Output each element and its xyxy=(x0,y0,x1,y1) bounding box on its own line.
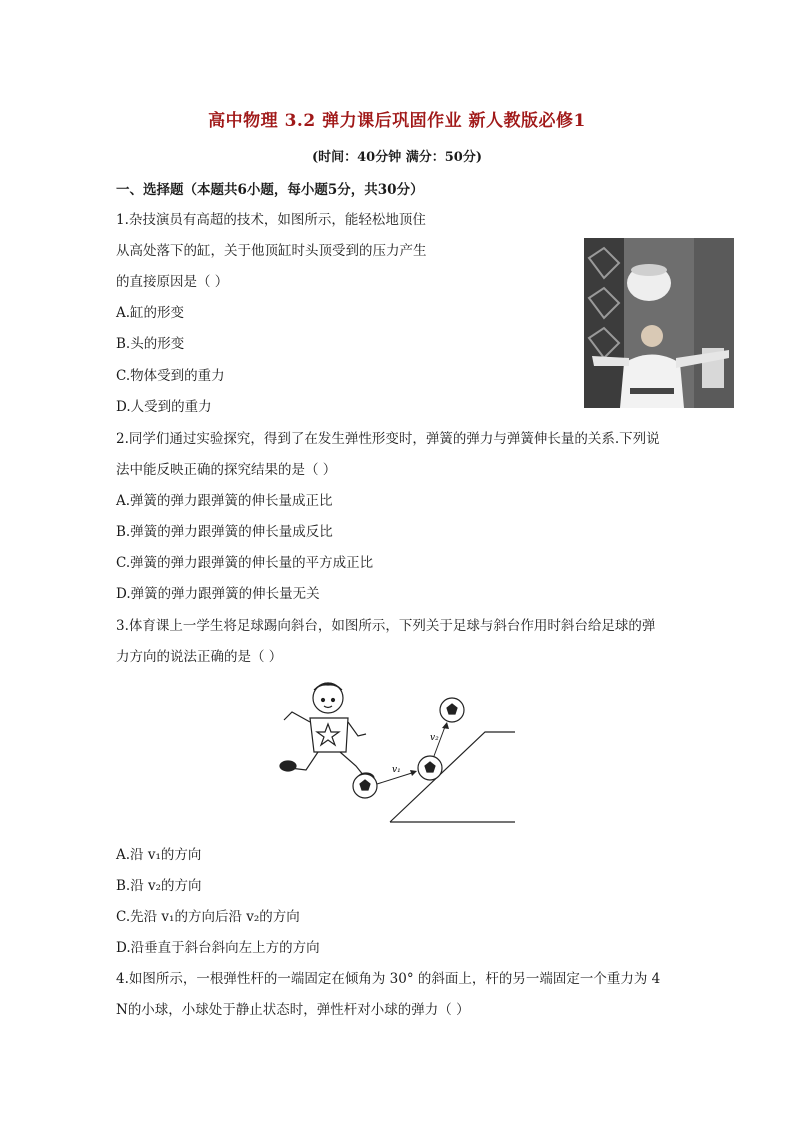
q4-stem-line1: 4.如图所示，一根弹性杆的一端固定在倾角为 30° 的斜面上，杆的另一端固定一个重力为 4 xyxy=(116,971,661,987)
football-ball-1 xyxy=(353,774,377,798)
q4-stem-line2: N的小球，小球处于静止状态时，弹性杆对小球的弹力（ ） xyxy=(116,1002,470,1018)
q1-stem-line1: 1.杂技演员有高超的技术，如图所示，能轻松地顶住 xyxy=(116,212,426,228)
football-ramp-figure xyxy=(270,672,530,836)
q3-option-b: B.沿 v₂的方向 xyxy=(116,878,202,894)
q2-option-a: A.弹簧的弹力跟弹簧的伸长量成正比 xyxy=(116,493,333,509)
q1-option-c: C.物体受到的重力 xyxy=(116,368,225,384)
q3-stem-line1: 3.体育课上一学生将足球踢向斜台，如图所示，下列关于足球与斜台作用时斜台给足球的弹 xyxy=(116,618,656,634)
q3-option-a: A.沿 v₁的方向 xyxy=(116,847,202,863)
section-heading: 一、选择题（本题共6小题，每小题5分，共30分） xyxy=(116,182,424,198)
kicking-boy xyxy=(280,683,374,783)
v1-label: v₁ xyxy=(392,765,401,775)
q1-stem-line2: 从高处落下的缸，关于他顶缸时头顶受到的压力产生 xyxy=(116,243,427,259)
v2-label: v₂ xyxy=(430,733,439,743)
q2-option-c: C.弹簧的弹力跟弹簧的伸长量的平方成正比 xyxy=(116,555,374,571)
football-ball-2 xyxy=(418,756,442,780)
exam-info: (时间：40分钟 满分：50分) xyxy=(311,150,482,165)
page-title: 高中物理 3.2 弹力课后巩固作业 新人教版必修1 xyxy=(208,111,586,131)
q2-option-b: B.弹簧的弹力跟弹簧的伸长量成反比 xyxy=(116,524,333,540)
q1-option-a: A.缸的形变 xyxy=(116,305,185,321)
q1-option-d: D.人受到的重力 xyxy=(116,399,212,415)
ramp-outline xyxy=(390,732,515,822)
q1-stem-line3: 的直接原因是（ ） xyxy=(116,274,229,290)
q3-option-d: D.沿垂直于斜台斜向左上方的方向 xyxy=(116,940,320,956)
q2-stem-line1: 2.同学们通过实验探究，得到了在发生弹性形变时，弹簧的弹力与弹簧伸长量的关系.下列说 xyxy=(116,431,660,447)
q1-option-b: B.头的形变 xyxy=(116,336,185,352)
q3-stem-line2: 力方向的说法正确的是（ ） xyxy=(116,649,283,665)
acrobat-photo xyxy=(584,238,734,408)
football-ball-3 xyxy=(440,698,464,722)
q2-stem-line2: 法中能反映正确的探究结果的是（ ） xyxy=(116,462,337,478)
q3-option-c: C.先沿 v₁的方向后沿 v₂的方向 xyxy=(116,909,300,925)
q2-option-d: D.弹簧的弹力跟弹簧的伸长量无关 xyxy=(116,586,320,602)
